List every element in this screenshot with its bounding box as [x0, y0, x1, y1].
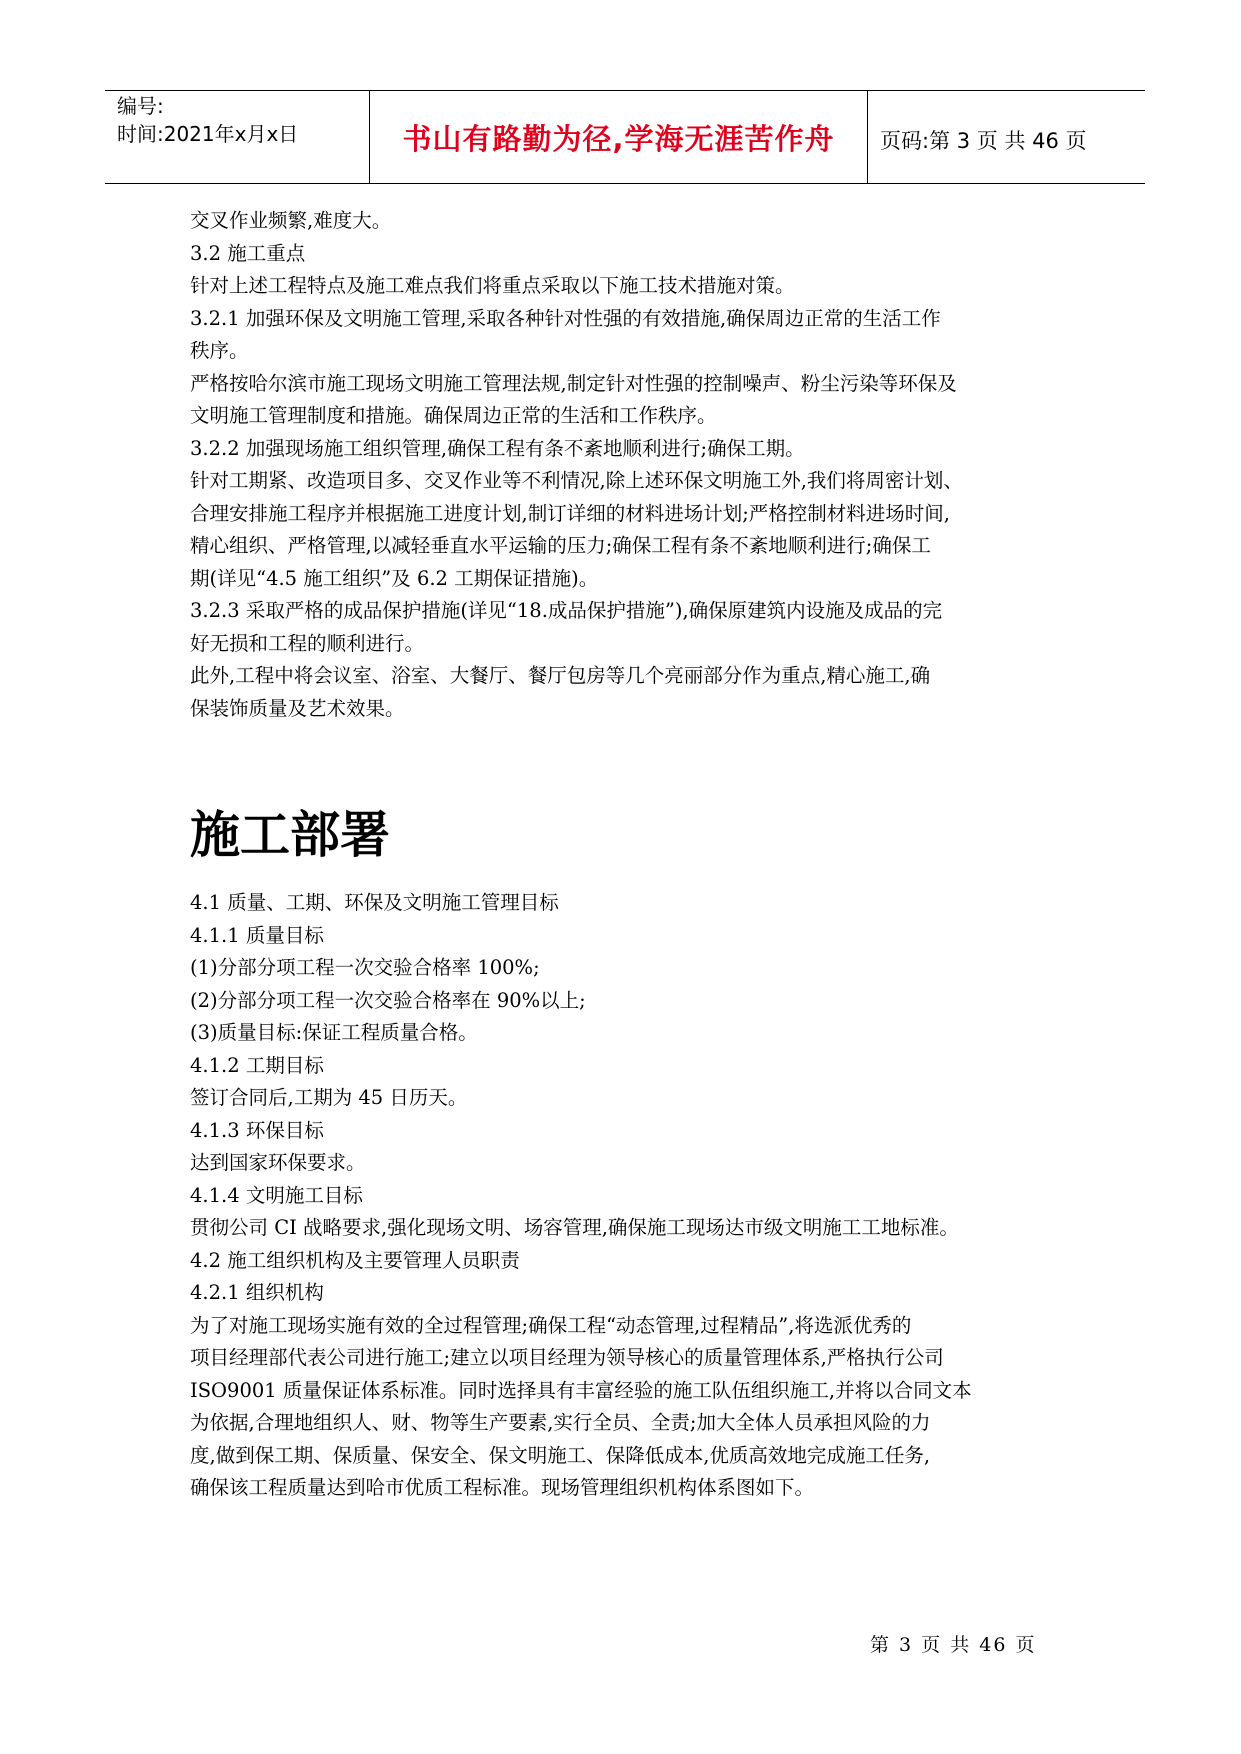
header-motto-cell — [370, 91, 868, 183]
page-header — [105, 90, 1145, 184]
text-line: 签订合同后,工期为 45 日历天。 — [190, 1086, 468, 1109]
text-line: 好无损和工程的顺利进行。 — [190, 631, 425, 655]
text-line: 保装饰质量及艺术效果。 — [190, 696, 405, 720]
text-line: 4.1.4 文明施工目标 — [190, 1183, 363, 1207]
text-line: 针对工期紧、改造项目多、交叉作业等不利情况,除上述环保文明施工外,我们将周密计划、 — [190, 469, 963, 492]
text-line: 4.1.1 质量目标 — [190, 923, 324, 947]
text-line: (3)质量目标:保证工程质量合格。 — [190, 1021, 478, 1044]
page-info: 页码:第 3 页 共 46 页 — [880, 129, 1087, 153]
text-line: 3.2.1 加强环保及文明施工管理,采取各种针对性强的有效措施,确保周边正常的生活工作 — [190, 306, 941, 330]
text-line: 3.2.2 加强现场施工组织管理,确保工程有条不紊地顺利进行;确保工期。 — [190, 436, 805, 460]
text-line: 4.1.3 环保目标 — [190, 1118, 324, 1142]
page-footer: 第 3 页 共 46 页 — [870, 1634, 1037, 1656]
text-line: 达到国家环保要求。 — [190, 1151, 366, 1174]
section-heading: 施工部署 — [190, 806, 390, 864]
text-line: 4.1 质量、工期、环保及文明施工管理目标 — [190, 891, 559, 914]
text-line: (1)分部分项工程一次交验合格率 100%; — [190, 956, 540, 979]
text-line: ISO9001 质量保证体系标准。同时选择具有丰富经验的施工队伍组织施工,并将以合同文本 — [190, 1378, 972, 1402]
number-label: 编号: — [117, 94, 164, 118]
text-line: 交叉作业频繁,难度大。 — [190, 209, 392, 232]
section-deployment — [190, 887, 1070, 1505]
time-label: 时间:2021年x月x日 — [117, 122, 299, 146]
text-line: 为了对施工现场实施有效的全过程管理;确保工程“动态管理,过程精品”,将选派优秀的 — [190, 1313, 912, 1337]
motto: 书山有路勤为径,学海无涯苦作舟 — [402, 122, 835, 156]
text-line: 针对上述工程特点及施工难点我们将重点采取以下施工技术措施对策。 — [190, 274, 795, 297]
text-line: 期(详见“4.5 施工组织”及 6.2 工期保证措施)。 — [190, 566, 599, 590]
text-line: 合理安排施工程序并根据施工进度计划,制订详细的材料进场计划;严格控制材料进场时间, — [190, 501, 950, 525]
header-page-cell — [868, 91, 1145, 183]
text-line: 3.2.3 采取严格的成品保护措施(详见“18.成品保护措施”),确保原建筑内设施及成品的完 — [190, 599, 943, 622]
text-line: 严格按哈尔滨市施工现场文明施工管理法规,制定针对性强的控制噪声、粉尘污染等环保及 — [190, 371, 957, 395]
text-line: 贯彻公司 CI 战略要求,强化现场文明、场容管理,确保施工现场达市级文明施工工地标准。 — [190, 1216, 959, 1239]
text-line: 项目经理部代表公司进行施工;建立以项目经理为领导核心的质量管理体系,严格执行公司 — [190, 1346, 944, 1369]
text-line: 3.2 施工重点 — [190, 241, 306, 265]
text-line: 4.2 施工组织机构及主要管理人员职责 — [190, 1248, 520, 1272]
text-line: 4.1.2 工期目标 — [190, 1053, 324, 1077]
text-line: 4.2.1 组织机构 — [190, 1281, 324, 1304]
text-line: 为依据,合理地组织人、财、物等生产要素,实行全员、全责;加大全体人员承担风险的力 — [190, 1411, 931, 1434]
text-line: 秩序。 — [190, 339, 249, 362]
text-line: 确保该工程质量达到哈市优质工程标准。现场管理组织机构体系图如下。 — [190, 1476, 815, 1499]
header-left-cell — [105, 91, 370, 183]
text-line: 文明施工管理制度和措施。确保周边正常的生活和工作秩序。 — [190, 404, 717, 427]
text-line: 度,做到保工期、保质量、保安全、保文明施工、保降低成本,优质高效地完成施工任务, — [190, 1443, 931, 1467]
text-line: (2)分部分项工程一次交验合格率在 90%以上; — [190, 988, 586, 1012]
section-construction-focus — [190, 205, 1070, 725]
text-line: 精心组织、严格管理,以减轻垂直水平运输的压力;确保工程有条不紊地顺利进行;确保工 — [190, 534, 931, 557]
text-line: 此外,工程中将会议室、浴室、大餐厅、餐厅包房等几个亮丽部分作为重点,精心施工,确 — [190, 664, 931, 687]
